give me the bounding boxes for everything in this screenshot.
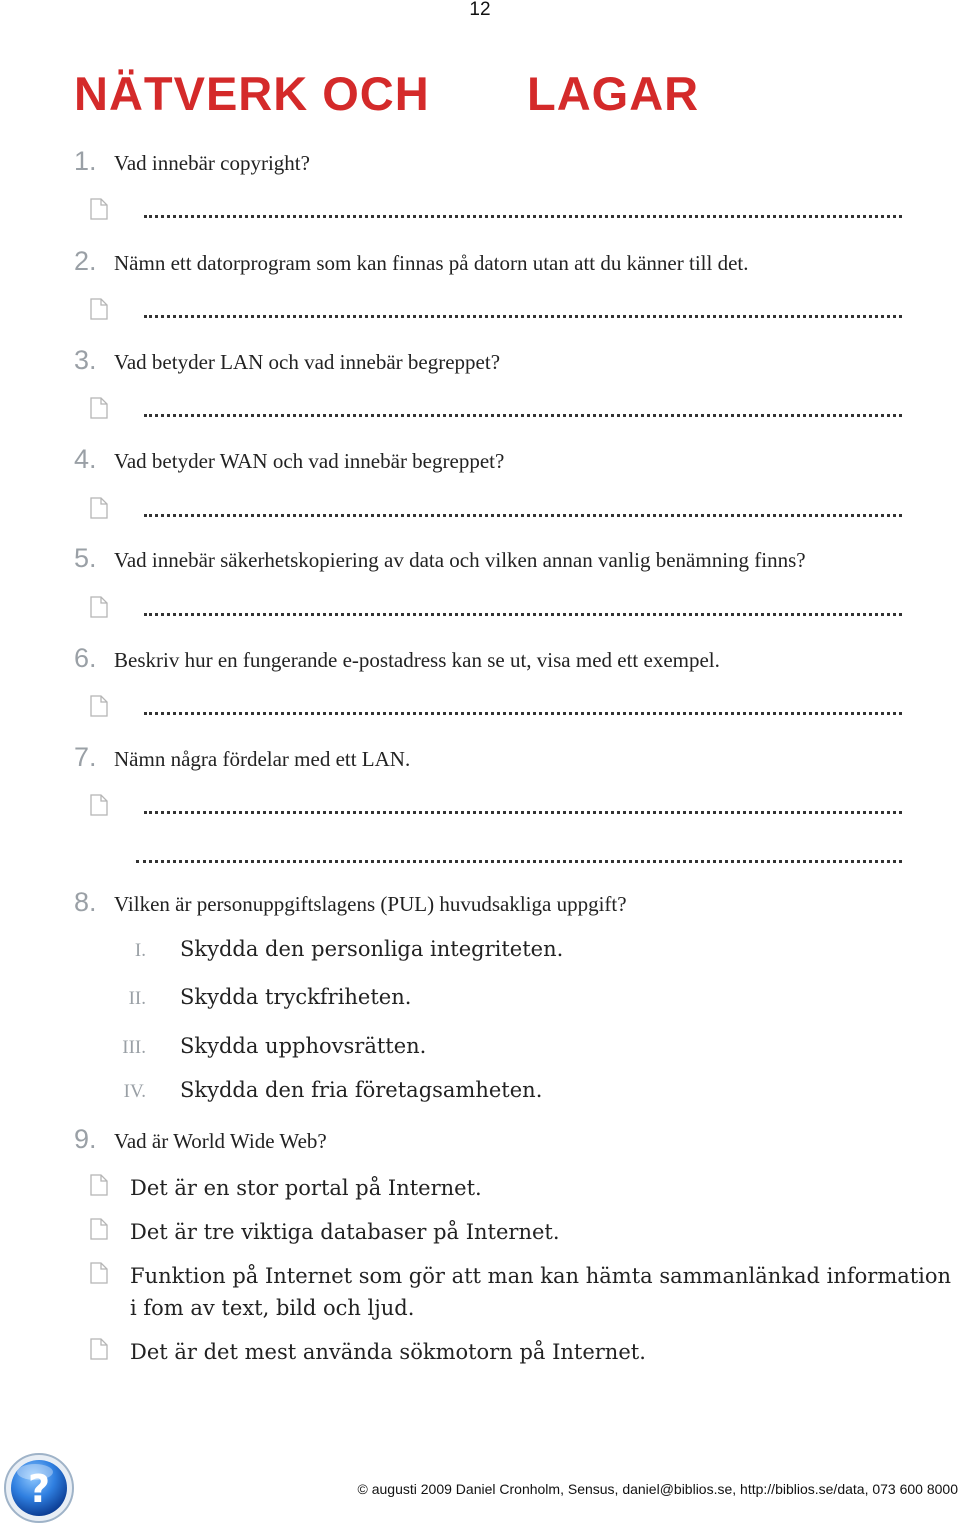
document-icon [90, 695, 108, 717]
question-number: 2. [74, 246, 97, 276]
choice-item[interactable] [90, 1336, 955, 1368]
option-item[interactable] [110, 1034, 426, 1064]
choice-text: Det är en stor portal på Internet. [130, 1176, 482, 1200]
answer-dots [144, 613, 902, 616]
document-icon [90, 298, 108, 320]
answer-line[interactable] [90, 596, 902, 622]
option-number: IV. [123, 1081, 146, 1102]
document-icon [90, 1174, 108, 1196]
answer-dots [144, 315, 902, 318]
question-text: Vad är World Wide Web? [114, 1129, 327, 1153]
question-number: 1. [74, 146, 97, 176]
choice-item[interactable] [90, 1260, 955, 1324]
answer-line[interactable] [90, 695, 902, 721]
question-2 [74, 246, 749, 280]
choice-text: Det är det mest använda sökmotorn på Internet. [130, 1340, 646, 1364]
option-number: II. [128, 988, 146, 1009]
answer-dots [144, 215, 902, 218]
option-number: I. [134, 940, 146, 961]
document-icon [90, 198, 108, 220]
question-4 [74, 444, 504, 478]
help-question-icon [3, 1452, 75, 1524]
option-number: III. [122, 1037, 146, 1058]
option-text: Skydda upphovsrätten. [180, 1034, 427, 1058]
question-text: Vad betyder LAN och vad innebär begreppet? [114, 350, 501, 374]
question-number: 6. [74, 643, 97, 673]
question-7 [74, 742, 410, 776]
answer-line[interactable] [90, 298, 902, 324]
document-icon [90, 596, 108, 618]
question-8 [74, 887, 627, 921]
document-icon [90, 1338, 108, 1360]
question-number: 8. [74, 887, 97, 917]
question-number: 3. [74, 345, 97, 375]
question-number: 7. [74, 742, 97, 772]
question-6 [74, 643, 720, 677]
option-item[interactable] [110, 985, 411, 1015]
answer-line[interactable] [90, 497, 902, 523]
document-icon [90, 1218, 108, 1240]
answer-dots [144, 514, 902, 517]
option-item[interactable] [110, 937, 563, 967]
question-3 [74, 345, 500, 379]
choice-text: Funktion på Internet som gör att man kan hämta sammanlänkad information i fom av text, bild och ljud. [130, 1264, 952, 1320]
choice-item[interactable] [90, 1216, 955, 1248]
answer-dots [144, 811, 902, 814]
answer-line[interactable] [90, 794, 902, 820]
document-icon [90, 1262, 108, 1284]
document-icon [90, 794, 108, 816]
document-icon [90, 397, 108, 419]
question-text: Vad betyder WAN och vad innebär begreppet? [114, 449, 505, 473]
option-text: Skydda den personliga integriteten. [180, 937, 564, 961]
answer-dots [144, 712, 902, 715]
option-text: Skydda tryckfriheten. [180, 985, 412, 1009]
title-part-1: NÄTVERK OCH [74, 67, 430, 120]
question-5 [74, 543, 806, 577]
question-text: Beskriv hur en fungerande e-postadress kan se ut, visa med ett exempel. [114, 648, 720, 672]
choice-item[interactable] [90, 1172, 955, 1204]
answer-dots [144, 414, 902, 417]
document-icon [90, 497, 108, 519]
answer-line[interactable] [90, 397, 902, 423]
option-item[interactable] [110, 1078, 542, 1108]
question-text: Nämn några fördelar med ett LAN. [114, 747, 411, 771]
footer-copyright: © augusti 2009 Daniel Cronholm, Sensus, daniel@biblios.se, http://biblios.se/data, 073 600 8000 [357, 1481, 958, 1497]
question-text: Vad innebär säkerhetskopiering av data och vilken annan vanlig benämning finns? [114, 548, 806, 572]
question-number: 4. [74, 444, 97, 474]
title-part-2: LAGAR [527, 67, 700, 120]
question-1 [74, 146, 310, 180]
page-number: 12 [469, 0, 491, 20]
choice-text: Det är tre viktiga databaser på Internet. [130, 1220, 560, 1244]
answer-line-extra[interactable] [136, 860, 902, 863]
question-number: 9. [74, 1124, 97, 1154]
answer-line[interactable] [90, 198, 902, 224]
option-text: Skydda den fria företagsamheten. [180, 1078, 543, 1102]
question-9 [74, 1124, 327, 1158]
question-number: 5. [74, 543, 97, 573]
question-text: Vilken är personuppgiftslagens (PUL) huvudsakliga uppgift? [114, 892, 627, 916]
question-text: Vad innebär copyright? [114, 151, 310, 175]
svg-text:?: ? [27, 1467, 51, 1511]
question-text: Nämn ett datorprogram som kan finnas på datorn utan att du känner till det. [114, 251, 749, 275]
